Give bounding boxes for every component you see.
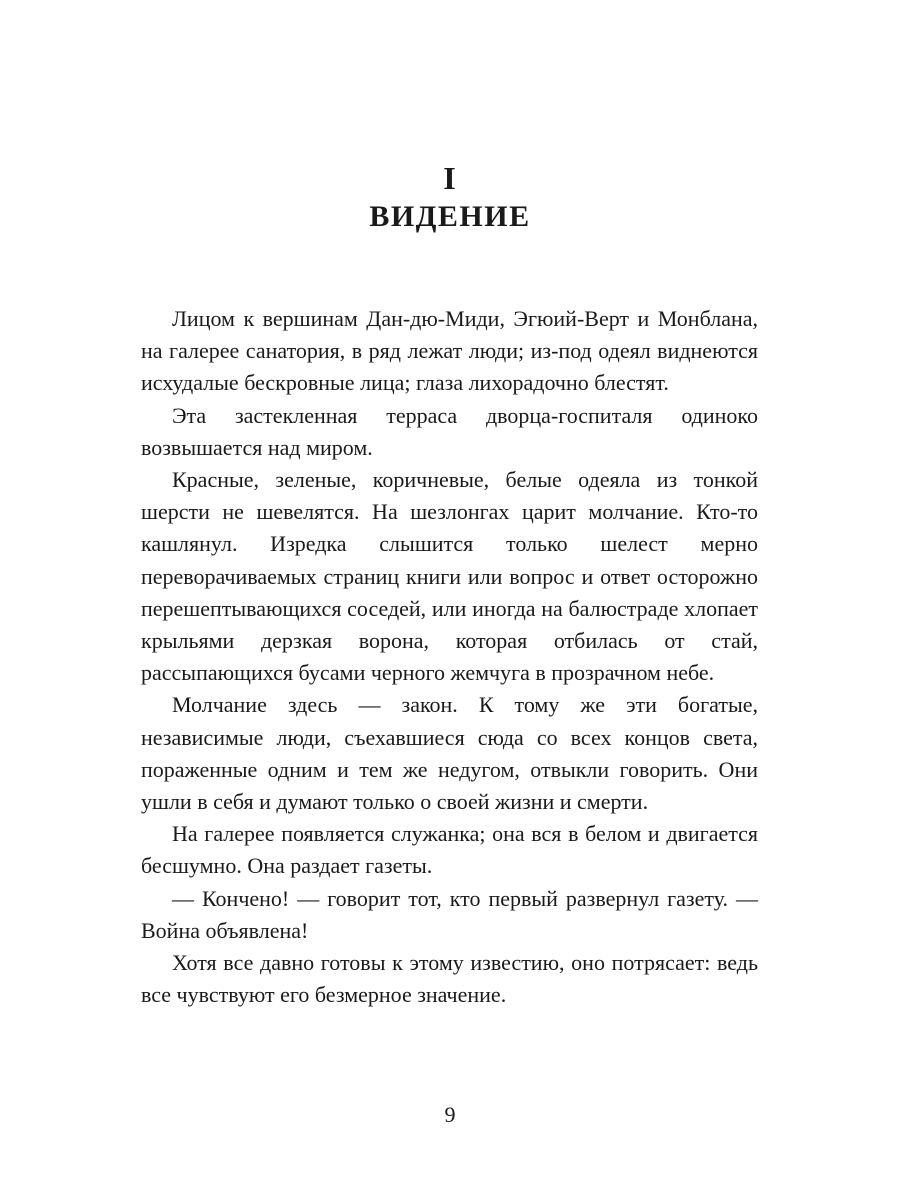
chapter-title: ВИДЕНИЕ (369, 200, 531, 233)
paragraph: На галерее появляется служанка; она вся в белом и двигается бесшумно. Она раздает газеты. (141, 821, 758, 879)
paragraph: Эта застекленная терраса дворца-госпиталя одиноко возвышается над миром. (141, 402, 758, 460)
paragraph: Красные, зеленые, коричневые, белые одеяла из тонкой шерсти не шевелятся. На шезлонгах царит молчание. Кто-то кашлянул. Изредка слышится только шелест мерно переворачиваемых страниц книги или вопрос и ответ осторожно перешептывающихся соседей, или иногда на балюстраде хлопает крыльями дерзкая ворона, которая отбилась от стай, рассыпающихся бусами черного жемчуга в прозрачном небе. (141, 467, 758, 686)
paragraph: Лицом к вершинам Дан-дю-Миди, Эгюий-Верт и Монблана, на галерее санатория, в ряд лежат люди; из-под одеял виднеются исхудалые бескровные лица; глаза лихорадочно блестят. (141, 306, 758, 396)
paragraph: Хотя все давно готовы к этому известию, оно потрясает: ведь все чувствуют его безмерное значение. (141, 950, 758, 1008)
chapter-body (141, 303, 758, 1011)
page-number: 9 (444, 1102, 456, 1127)
chapter-number: I (443, 160, 457, 196)
paragraph: Молчание здесь — закон. К тому же эти богатые, независимые люди, съехавшиеся сюда со всех концов света, пораженные одним и тем же недугом, отвыкли говорить. Они ушли в себя и думают только о своей жизни и смерти. (141, 692, 758, 815)
paragraph: — Кончено! — говорит тот, кто первый развернул газету. — Война объявлена! (141, 885, 758, 943)
